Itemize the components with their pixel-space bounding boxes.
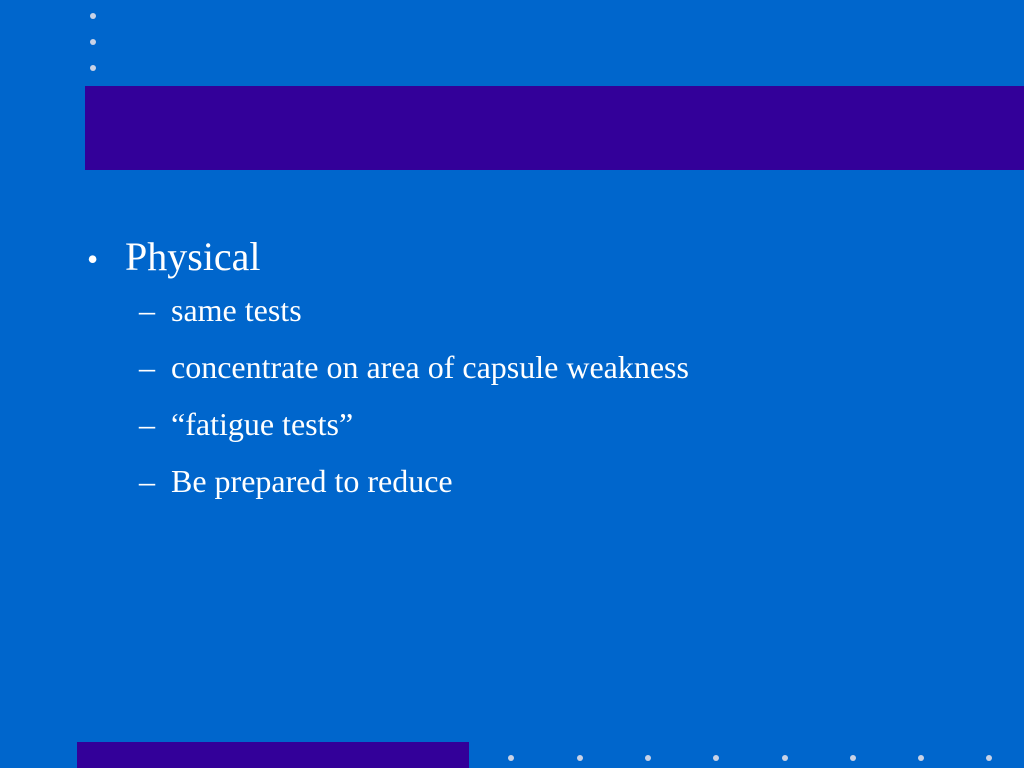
sub-bullet-list: [87, 292, 987, 499]
footer-band: [77, 742, 469, 768]
decorative-dot: [508, 755, 514, 761]
decorative-dot: [577, 755, 583, 761]
slide-body: [87, 232, 987, 520]
decorative-dot: [782, 755, 788, 761]
decorative-dot: [645, 755, 651, 761]
dash-icon: –: [139, 349, 155, 385]
title-band: [85, 86, 1024, 170]
decorative-dot: [90, 13, 96, 19]
sub-bullet: [139, 406, 987, 442]
decorative-dot: [90, 39, 96, 45]
dash-icon: –: [139, 292, 155, 328]
sub-bullet: [139, 292, 987, 328]
sub-bullet-text: same tests: [171, 292, 302, 328]
dash-icon: –: [139, 406, 155, 442]
main-bullet: [87, 232, 987, 284]
decorative-dot: [850, 755, 856, 761]
decorative-dot: [713, 755, 719, 761]
dash-icon: –: [139, 463, 155, 499]
decorative-dot: [918, 755, 924, 761]
decorative-dot: [986, 755, 992, 761]
main-bullet-text: Physical: [125, 234, 261, 279]
sub-bullet: [139, 349, 987, 385]
sub-bullet-text: concentrate on area of capsule weakness: [171, 349, 689, 385]
sub-bullet: [139, 463, 987, 499]
bullet-icon: •: [87, 241, 99, 277]
decorative-dot: [90, 65, 96, 71]
sub-bullet-text: “fatigue tests”: [171, 406, 354, 442]
sub-bullet-text: Be prepared to reduce: [171, 463, 453, 499]
